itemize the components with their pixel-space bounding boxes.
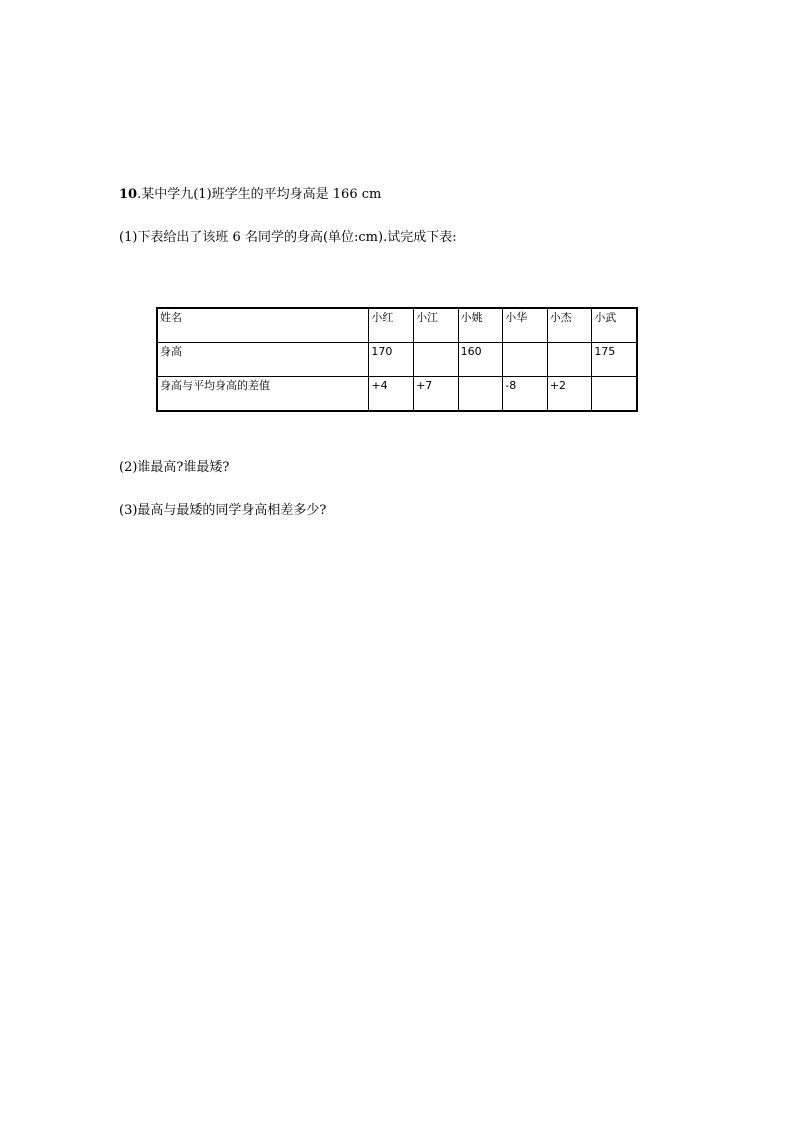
table-cell: 小姚 xyxy=(458,308,503,343)
row-label: 身高与平均身高的差值 xyxy=(157,377,369,412)
table-cell: +4 xyxy=(369,377,414,412)
row-label: 姓名 xyxy=(157,308,369,343)
problem-title xyxy=(119,187,381,203)
height-table xyxy=(156,307,638,412)
table-cell xyxy=(414,343,459,377)
table-cell: 小红 xyxy=(369,308,414,343)
question-part-3: (3)最高与最矮的同学身高相差多少? xyxy=(119,503,327,518)
question-part-1: (1)下表给出了该班 6 名同学的身高(单位:cm).试完成下表: xyxy=(119,230,457,245)
table-cell: 小武 xyxy=(592,308,637,343)
table-cell: +7 xyxy=(414,377,459,412)
problem-title-text: .某中学九(1)班学生的平均身高是 166 cm xyxy=(137,187,382,202)
problem-number: 10 xyxy=(119,187,138,202)
row-label: 身高 xyxy=(157,343,369,377)
table-row-heights xyxy=(157,343,637,377)
table-row-names xyxy=(157,308,637,343)
table-cell xyxy=(547,343,592,377)
table-cell: 175 xyxy=(592,343,637,377)
table-cell: 小华 xyxy=(503,308,547,343)
table-cell: 160 xyxy=(458,343,503,377)
table-cell: 小江 xyxy=(414,308,459,343)
table-row-differences xyxy=(157,377,637,412)
table-cell: -8 xyxy=(503,377,547,412)
table-cell: 170 xyxy=(369,343,414,377)
table-cell: 小杰 xyxy=(547,308,592,343)
table-cell: +2 xyxy=(547,377,592,412)
table-cell xyxy=(592,377,637,412)
table-cell xyxy=(458,377,503,412)
question-part-2: (2)谁最高?谁最矮? xyxy=(119,460,230,475)
table-cell xyxy=(503,343,547,377)
